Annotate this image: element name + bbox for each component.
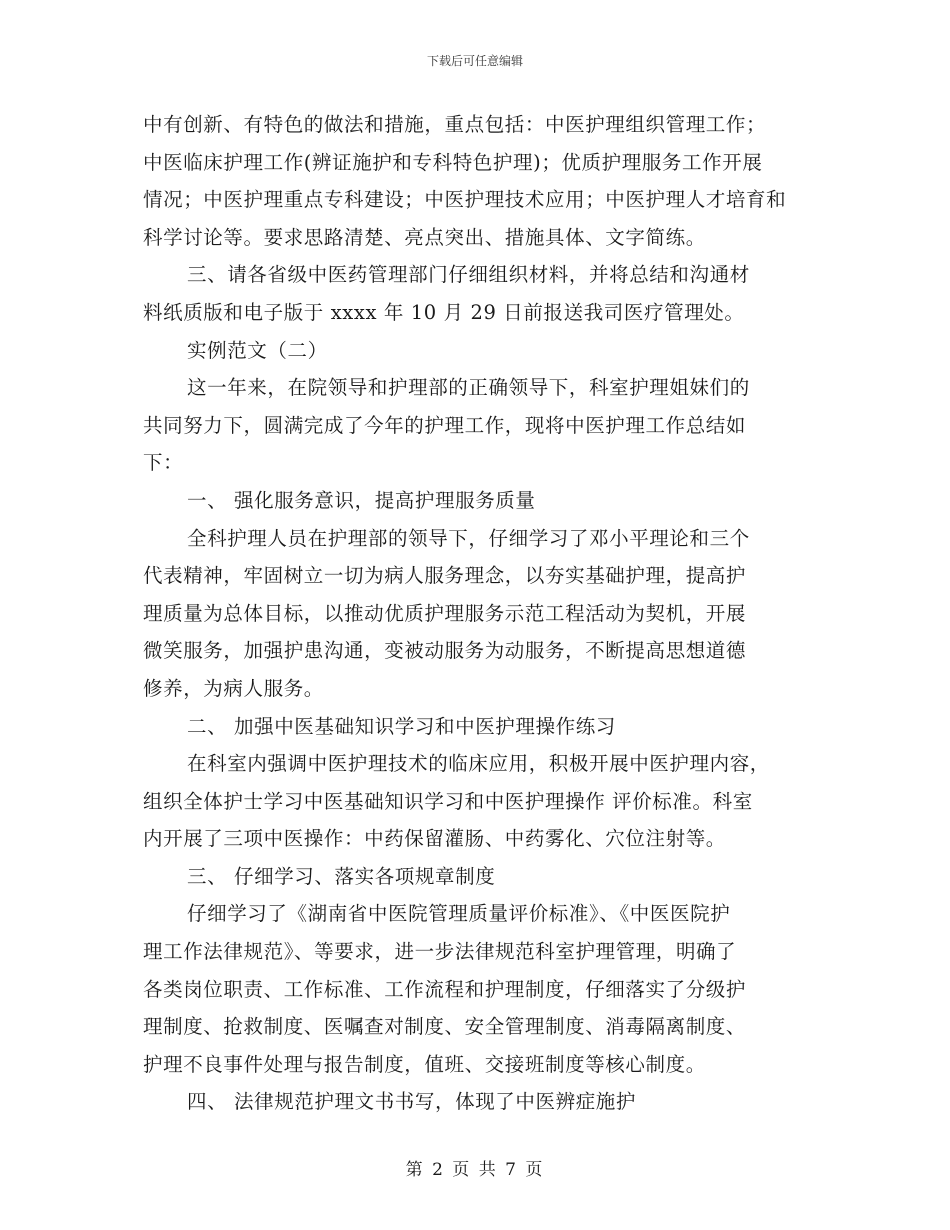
document-body: [143, 106, 808, 1121]
text-line: 理工作法律规范》、等要求，进一步法律规范科室护理管理，明确了: [143, 940, 737, 964]
text-line: 四、 法律规范护理文书书写，体现了中医辨症施护: [187, 1090, 636, 1114]
page-header: 下载后可任意编辑: [426, 54, 523, 68]
text-line: 微笑服务，加强护患沟通，变被动服务为动服务，不断提高思想道德: [143, 639, 747, 663]
text-line: 共同努力下，圆满完成了今年的护理工作，现将中医护理工作总结如: [143, 413, 747, 437]
text-line: 在科室内强调中医护理技术的临床应用，积极开展中医护理内容，: [187, 752, 770, 776]
text-line: 各类岗位职责、工作标准、工作流程和护理制度，仔细落实了分级护: [143, 977, 747, 1001]
text-line: 科学讨论等。要求思路清楚、亮点突出、措施具体、文字简练。: [143, 225, 706, 249]
text-line: 三、 仔细学习、落实各项规章制度: [187, 864, 496, 888]
text-line: 仔细学习了《湖南省中医院管理质量评价标准》、《中医医院护: [187, 902, 731, 926]
text-line: 护理不良事件处理与报告制度，值班、交接班制度等核心制度。: [143, 1052, 706, 1076]
text-line: 全科护理人员在护理部的领导下，仔细学习了邓小平理论和三个: [187, 526, 750, 550]
text-line: 情况；中医护理重点专科建设；中医护理技术应用；中医护理人才培育和: [143, 188, 787, 212]
text-line: 实例范文（二）: [187, 338, 328, 362]
text-line: 中医临床护理工作(辨证施护和专科特色护理)；优质护理服务工作开展: [143, 150, 763, 174]
text-line: 理质量为总体目标，以推动优质护理服务示范工程活动为契机，开展: [143, 601, 747, 625]
text-line: 内开展了三项中医操作：中药保留灌肠、中药雾化、穴位注射等。: [143, 827, 726, 851]
text-line: 一、 强化服务意识，提高护理服务质量: [187, 488, 536, 512]
text-line: 组织全体护士学习中医基础知识学习和中医护理操作 评价标准。科室: [143, 789, 753, 813]
text-line: 代表精神，牢固树立一切为病人服务理念，以夯实基础护理，提高护: [143, 564, 747, 588]
text-line: 中有创新、有特色的做法和措施，重点包括：中医护理组织管理工作；: [143, 113, 767, 136]
text-line: 下：: [143, 451, 184, 475]
text-line: 这一年来，在院领导和护理部的正确领导下，科室护理姐妹们的: [187, 376, 750, 400]
text-line: 修养，为病人服务。: [143, 676, 324, 700]
page-number: 第 2 页 共 7 页: [405, 1160, 545, 1180]
text-line: 二、 加强中医基础知识学习和中医护理操作练习: [187, 714, 616, 738]
text-line: 料纸质版和电子版于 xxxx 年 10 月 29 日前报送我司医疗管理处。: [143, 300, 745, 324]
text-line: 理制度、抢救制度、医嘱查对制度、安全管理制度、消毒隔离制度、: [143, 1015, 747, 1039]
text-line: 三、请各省级中医药管理部门仔细组织材料，并将总结和沟通材: [187, 263, 750, 287]
